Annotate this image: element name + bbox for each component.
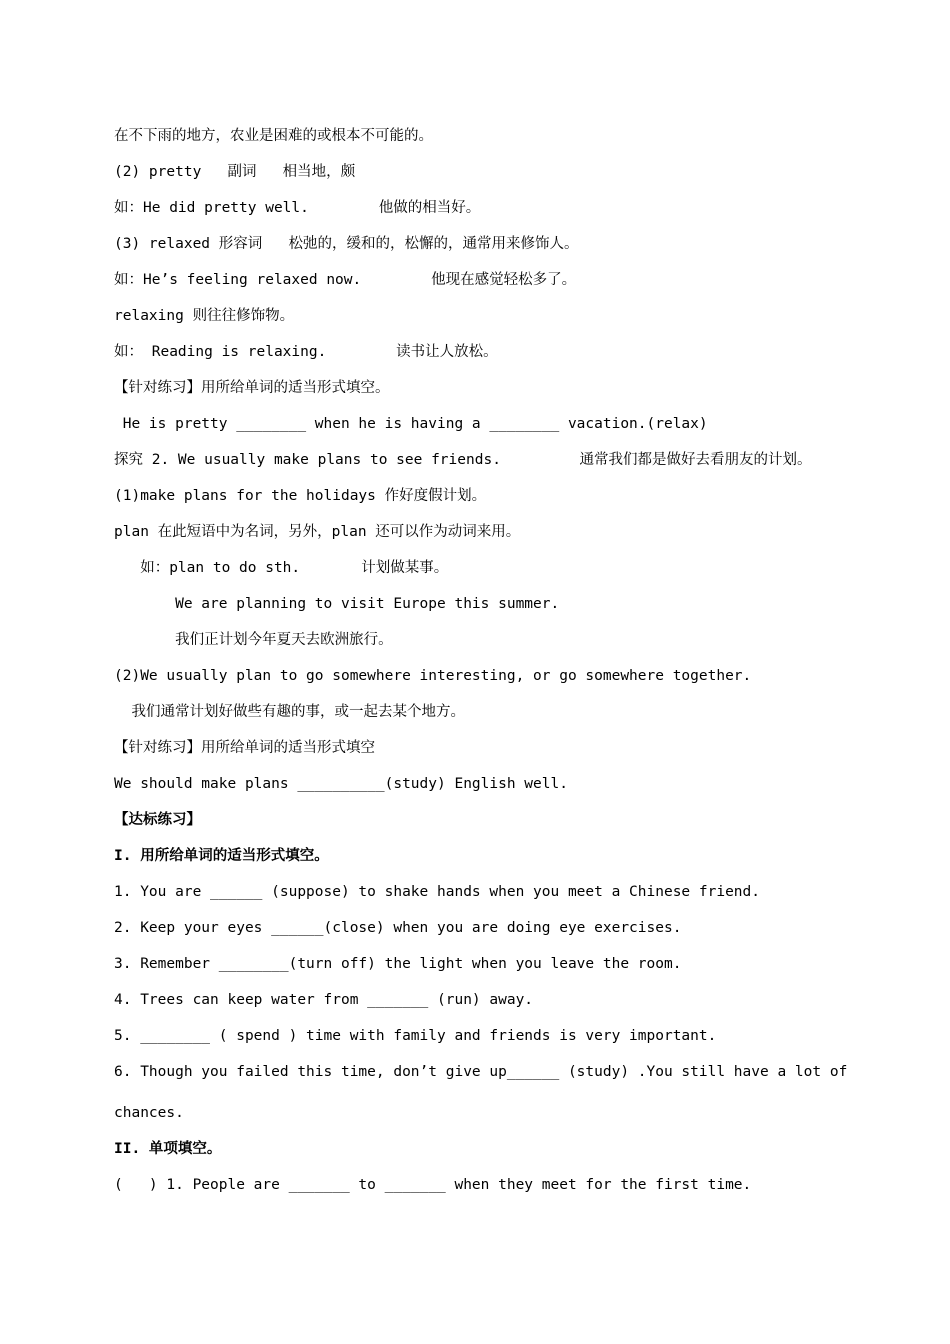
text-line: 在不下雨的地方，农业是困难的或根本不可能的。 bbox=[114, 128, 433, 144]
text-line: 探究 2. We usually make plans to see friends. 通常我们都是做好去看朋友的计划。 bbox=[114, 452, 812, 468]
exercise-heading: 【针对练习】用所给单词的适当形式填空。 bbox=[114, 380, 390, 396]
question-line: chances. bbox=[114, 1105, 184, 1121]
question-line: 4. Trees can keep water from _______ (run) away. bbox=[114, 992, 534, 1008]
text-line: 我们通常计划好做些有趣的事，或一起去某个地方。 bbox=[114, 704, 465, 720]
question-line: 2. Keep your eyes ______(close) when you are doing eye exercises. bbox=[114, 920, 682, 936]
text-line: (1)make plans for the holidays 作好度假计划。 bbox=[114, 488, 487, 504]
text-line: relaxing 则往往修饰物。 bbox=[114, 308, 295, 324]
question-line: 3. Remember ________(turn off) the light when you leave the room. bbox=[114, 956, 682, 972]
question-line: 6. Though you failed this time, don’t give up______ (study) .You still have a lot of bbox=[114, 1064, 848, 1080]
text-line: 我们正计划今年夏天去欧洲旅行。 bbox=[114, 632, 393, 648]
text-line: (2) pretty 副词 相当地，颇 bbox=[114, 164, 356, 180]
text-line: (2)We usually plan to go somewhere interesting, or go somewhere together. bbox=[114, 668, 752, 684]
text-line: 如：He’s feeling relaxed now. 他现在感觉轻松多了。 bbox=[114, 272, 577, 288]
text-line: He is pretty ________ when he is having a ________ vacation.(relax) bbox=[114, 416, 708, 432]
text-line: We are planning to visit Europe this summer. bbox=[114, 596, 560, 612]
text-line: 如： Reading is relaxing. 读书让人放松。 bbox=[114, 344, 498, 360]
section-heading: 【达标练习】 bbox=[114, 812, 201, 828]
question-line: 1. You are ______ (suppose) to shake hands when you meet a Chinese friend. bbox=[114, 884, 761, 900]
question-line: 5. ________ ( spend ) time with family and friends is very important. bbox=[114, 1028, 717, 1044]
exercise-heading: 【针对练习】用所给单词的适当形式填空 bbox=[114, 740, 375, 756]
text-line: 如：plan to do sth. 计划做某事。 bbox=[114, 560, 449, 576]
section-heading: II. 单项填空。 bbox=[114, 1141, 222, 1157]
section-heading: I. 用所给单词的适当形式填空。 bbox=[114, 848, 329, 864]
text-line: 如：He did pretty well. 他做的相当好。 bbox=[114, 200, 481, 216]
text-line: (3) relaxed 形容词 松弛的，缓和的，松懈的，通常用来修饰人。 bbox=[114, 236, 579, 252]
question-line: ( ) 1. People are _______ to _______ when they meet for the first time. bbox=[114, 1177, 752, 1193]
text-line: We should make plans __________(study) English well. bbox=[114, 776, 568, 792]
text-line: plan 在此短语中为名词，另外，plan 还可以作为动词来用。 bbox=[114, 524, 521, 540]
